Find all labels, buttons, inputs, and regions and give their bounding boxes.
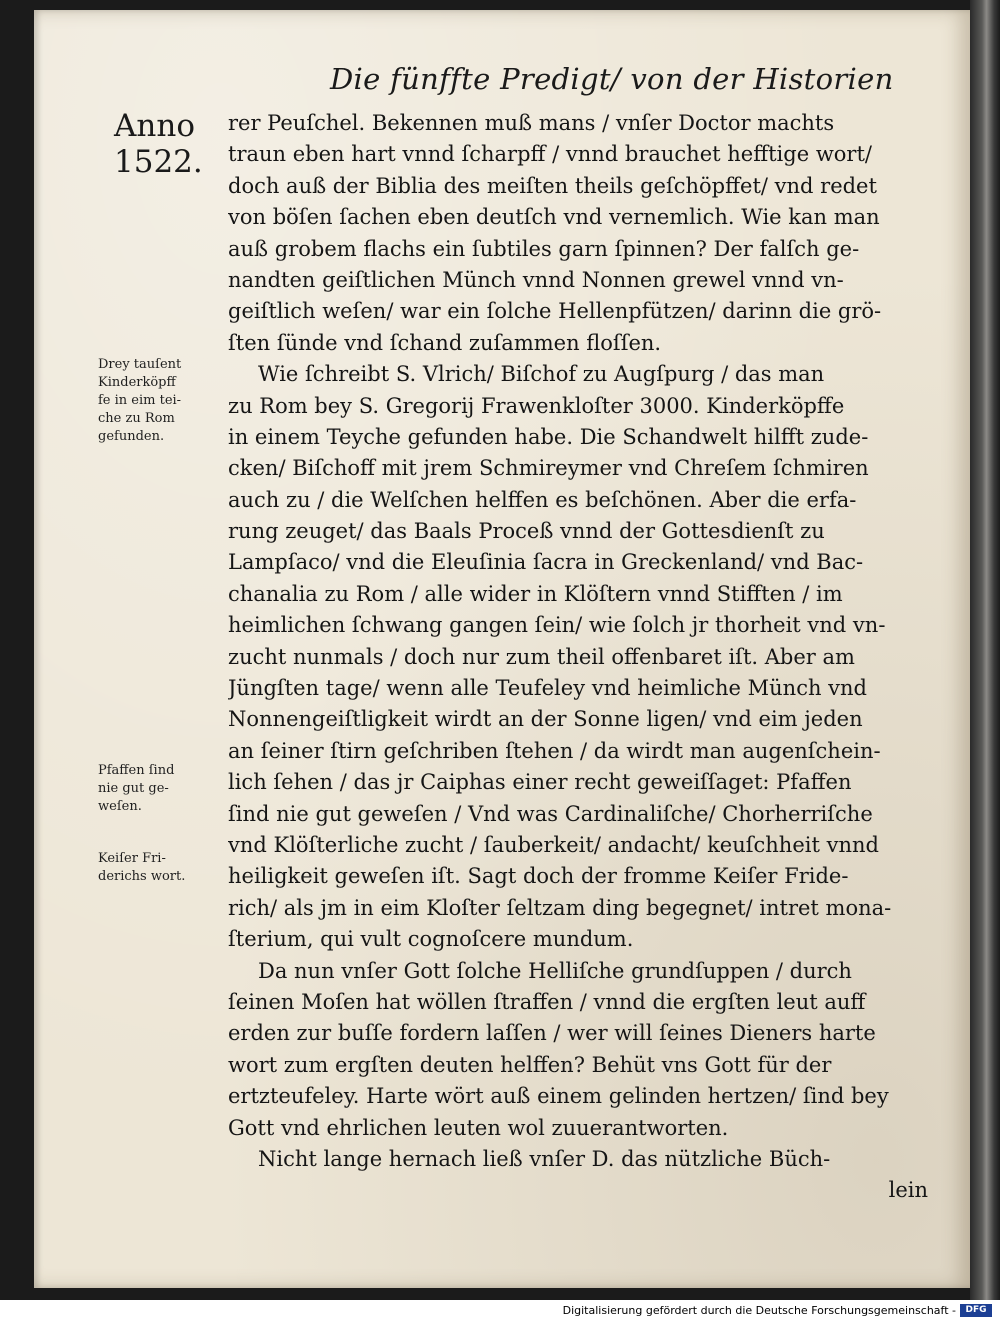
side-note-line: derichs wort. [98, 869, 186, 884]
dfg-logo: DFG [960, 1304, 992, 1317]
side-note-line: Kinderköpff [98, 375, 176, 390]
body-line: doch auß der Biblia des meiſten theils geſchöpffet/ vnd redet [228, 173, 877, 198]
body-line: Nonnengeiſtligkeit wirdt an der Sonne ligen/ vnd eim jeden [228, 707, 863, 732]
body-line: zucht nunmals / doch nur zum theil offenbaret iſt. Aber am [228, 644, 855, 669]
side-note-line: gefunden. [98, 429, 165, 444]
side-note-pfaffen [98, 762, 228, 816]
body-line: Da nun vnſer Gott ſolche Helliſche grundſuppen / durch [258, 958, 852, 983]
body-line: nandten geiſtlichen Münch vnnd Nonnen grewel vnnd vn- [228, 267, 844, 292]
side-note-line: weſen. [98, 799, 142, 814]
body-line: ſten ſünde vnd ſchand zuſammen floſſen. [228, 330, 662, 355]
side-note-line: Keiſer Fri- [98, 851, 166, 866]
catchword: lein [888, 1178, 928, 1203]
body-line: heiligkeit geweſen iſt. Sagt doch der fromme Keiſer Fride- [228, 864, 849, 889]
margin-year-number: 1522. [114, 144, 203, 180]
body-line: in einem Teyche gefunden habe. Die Schandwelt hilfft zude- [228, 424, 869, 449]
body-line: ertzteufeley. Harte wört auß einem gelinden hertzen/ ſind bey [228, 1084, 889, 1109]
funding-credit: Digitalisierung gefördert durch die Deutsche Forschungsgemeinschaft - [562, 1304, 956, 1317]
body-line: auch zu / die Welſchen helffen es beſchönen. Aber die erfa- [228, 487, 857, 512]
body-line: auß grobem flachs ein ſubtiles garn ſpinnen? Der falſch ge- [228, 236, 860, 261]
running-head: Die fünffte Predigt/ von der Historien [330, 62, 894, 96]
body-line: Wie ſchreibt S. Vlrich/ Biſchof zu Augſpurg / das man [258, 362, 825, 387]
body-line: rer Peuſchel. Bekennen muß mans / vnſer Doctor machts [228, 111, 835, 135]
side-note-kinderkoepfe [98, 356, 228, 446]
side-note-line: Drey tauſent [98, 357, 182, 372]
body-line: Lampſaco/ vnd die Eleuſinia ſacra in Greckenland/ vnd Bac- [228, 550, 864, 575]
body-line: rung zeuget/ das Baals Proceß vnnd der Gottesdienſt zu [228, 519, 825, 544]
body-line: ſeinen Moſen hat wöllen ſtraffen / vnnd die ergſten leut auff [228, 989, 866, 1014]
book-binding [970, 0, 1000, 1300]
side-note-line: che zu Rom [98, 411, 175, 426]
body-line: vnd Klöſterliche zucht / ſauberkeit/ andacht/ keuſchheit vnnd [228, 832, 879, 857]
body-line: erden zur buſſe fordern laſſen / wer will ſeines Dieners harte [228, 1021, 876, 1046]
side-note-line: fe in eim tei- [98, 393, 182, 408]
body-line: an ſeiner ſtirn geſchriben ſtehen / da wirdt man augenſchein- [228, 738, 881, 763]
body-line: traun eben hart vnnd ſcharpff / vnnd brauchet hefftige wort/ [228, 142, 872, 167]
body-line: ſterium, qui vult cognoſcere mundum. [228, 927, 634, 952]
side-note-line: nie gut ge- [98, 781, 169, 796]
margin-year [114, 108, 204, 180]
side-note-keiser [98, 850, 228, 886]
body-line: ſind nie gut geweſen / Vnd was Cardinaliſche/ Chorherriſche [228, 801, 873, 826]
footer-bar [0, 1300, 1000, 1321]
body-text [228, 108, 928, 1207]
margin-year-label: Anno [114, 108, 195, 144]
body-line: lich ſehen / das jr Caiphas einer recht geweiſſaget: Pfaffen [228, 770, 852, 795]
body-line: Jüngſten tage/ wenn alle Teufeley vnd heimliche Münch vnd [228, 676, 867, 701]
side-note-line: Pfaffen ſind [98, 763, 175, 778]
body-line: Nicht lange hernach ließ vnſer D. das nützliche Büch- [258, 1146, 831, 1171]
body-line: wort zum ergſten deuten helffen? Behüt vns Gott für der [228, 1052, 832, 1077]
body-line: Gott vnd ehrlichen leuten wol zuuerantworten. [228, 1115, 729, 1140]
body-line: zu Rom bey S. Gregorij Frawenkloſter 3000. Kinderköpffe [228, 393, 845, 418]
body-line: geiſtlich weſen/ war ein ſolche Hellenpfützen/ darinn die grö- [228, 299, 882, 324]
body-line: heimlichen ſchwang gangen ſein/ wie ſolch jr thorheit vnd vn- [228, 613, 886, 638]
body-line: von böſen ſachen eben deutſch vnd vernemlich. Wie kan man [228, 205, 880, 230]
body-line: chanalia zu Rom / alle wider in Klöſtern vnnd Stifften / im [228, 581, 843, 606]
body-line: rich/ als jm in eim Kloſter ſeltzam ding begegnet/ intret mona- [228, 895, 892, 920]
body-line: cken/ Biſchoff mit jrem Schmireymer vnd Chreſem ſchmiren [228, 456, 869, 481]
